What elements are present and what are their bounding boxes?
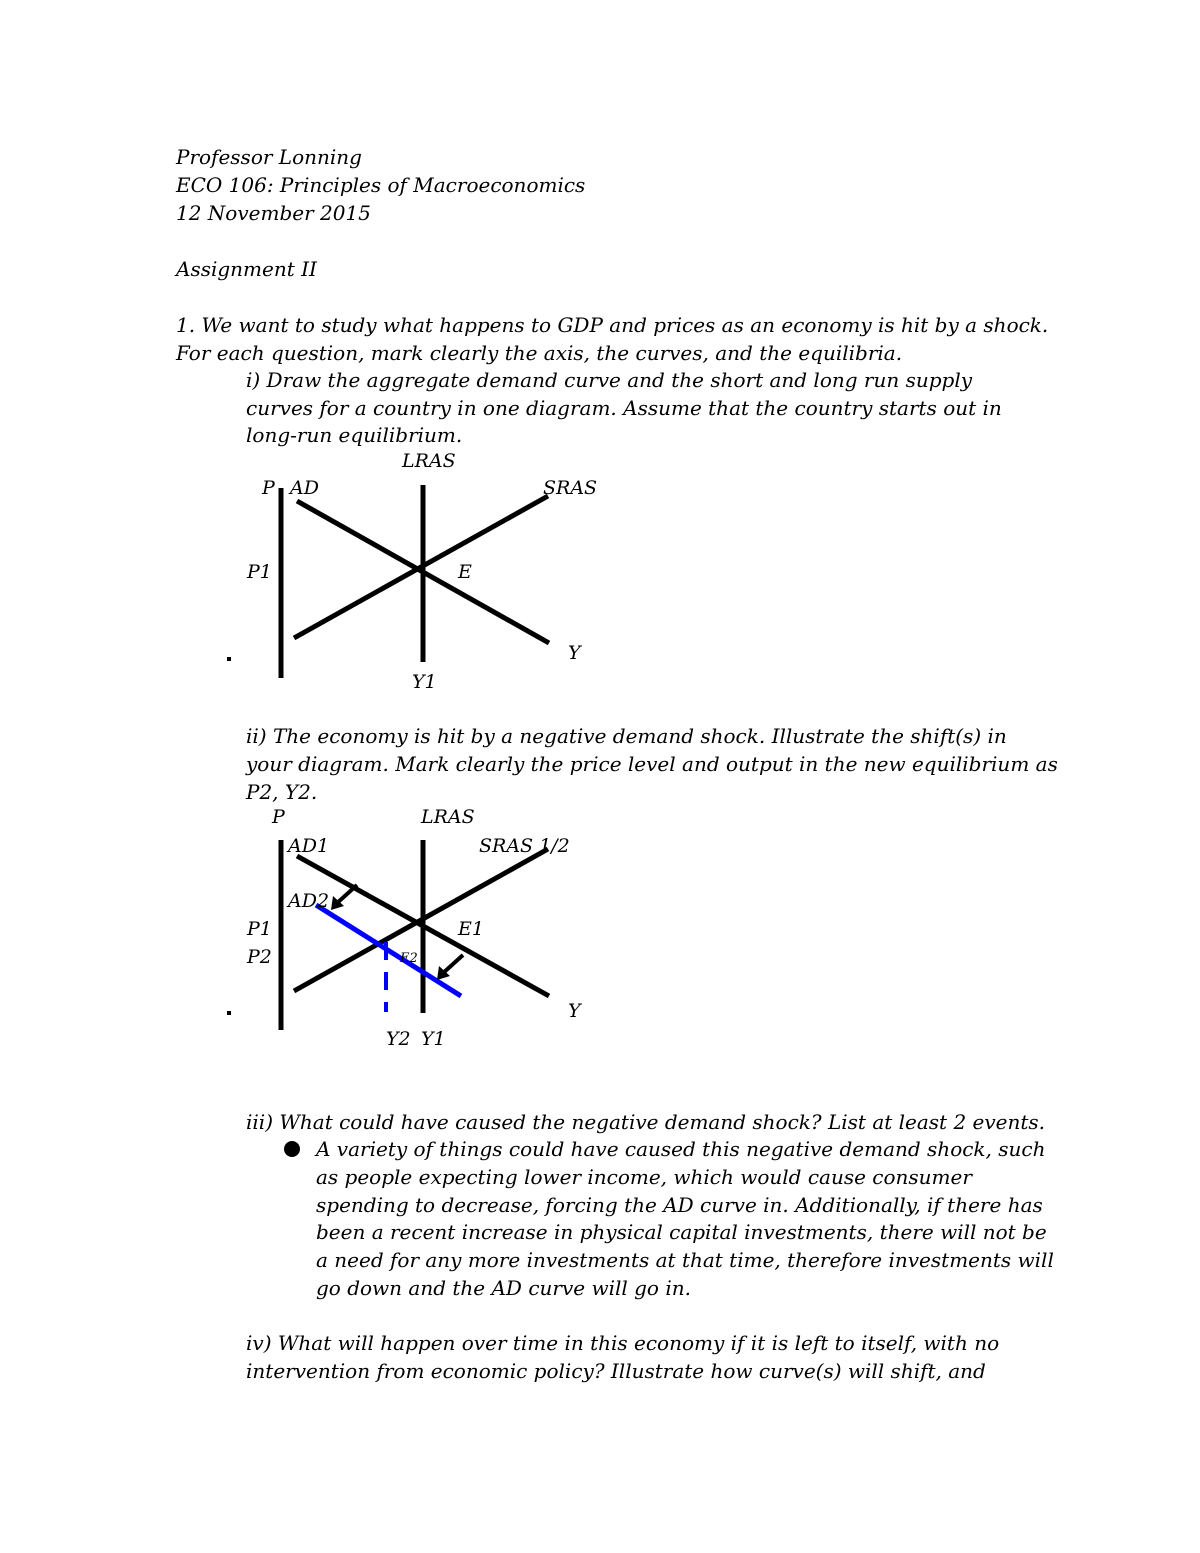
label-lras: LRAS [402, 450, 456, 472]
answer-line-4: been a recent increase in physical capital investments, there will not be [316, 1220, 1047, 1244]
label-p1: P1 [247, 561, 272, 583]
answer-line-3: spending to decrease, forcing the AD curve in. Additionally, if there has [316, 1193, 1043, 1217]
professor-name: Professor Lonning [176, 145, 362, 169]
bullet-icon [284, 1141, 300, 1157]
shift-arrow-icon [331, 885, 357, 910]
label-e1: E1 [458, 918, 484, 940]
label-y1: Y1 [412, 671, 437, 693]
label-p2: P2 [247, 946, 272, 968]
label-sras: SRAS [543, 477, 598, 499]
answer-line-6: go down and the AD curve will go in. [316, 1276, 691, 1300]
question-1-line-1: 1. We want to study what happens to GDP and prices as an economy is hit by a shock. [176, 313, 1049, 337]
label-e2: E2 [400, 951, 418, 966]
part-ii-line-1: ii) The economy is hit by a negative demand shock. Illustrate the shift(s) in [246, 724, 1007, 748]
answer-line-5: a need for any more investments at that time, therefore investments will [316, 1248, 1054, 1272]
label-y: Y [568, 1000, 581, 1022]
part-iii-question: iii) What could have caused the negative demand shock? List at least 2 events. [246, 1110, 1046, 1134]
axis-dot [227, 1011, 231, 1015]
answer-line-2: as people expecting lower income, which would cause consumer [316, 1165, 972, 1189]
label-e: E [458, 561, 472, 583]
label-y: Y [568, 642, 581, 664]
label-ad2: AD2 [288, 890, 330, 912]
shift-arrow-icon [437, 955, 463, 980]
answer-line-1: A variety of things could have caused this negative demand shock, such [316, 1137, 1046, 1161]
label-y1: Y1 [421, 1028, 446, 1050]
part-i-line-2: curves for a country in one diagram. Assume that the country starts out in [246, 396, 1002, 420]
document-date: 12 November 2015 [176, 201, 371, 225]
part-i-line-1: i) Draw the aggregate demand curve and the short and long run supply [246, 368, 973, 392]
ad2-curve [316, 905, 461, 996]
label-ad1: AD1 [288, 835, 330, 857]
part-iv-line-1: iv) What will happen over time in this economy if it is left to itself, with no [246, 1331, 1000, 1355]
label-y2: Y2 [386, 1028, 411, 1050]
part-iv-line-2: intervention from economic policy? Illustrate how curve(s) will shift, and [246, 1359, 986, 1383]
label-ad: AD [290, 477, 319, 499]
part-i-line-3: long-run equilibrium. [246, 423, 463, 447]
assignment-title: Assignment II [176, 257, 317, 281]
part-ii-line-3: P2, Y2. [246, 780, 318, 804]
question-1-line-2: For each question, mark clearly the axis, the curves, and the equilibria. [176, 341, 903, 365]
label-sras: SRAS 1/2 [479, 835, 570, 857]
label-lras: LRAS [421, 806, 475, 828]
label-p: P [272, 806, 285, 828]
label-p1: P1 [247, 918, 272, 940]
part-ii-line-2: your diagram. Mark clearly the price level and output in the new equilibrium as [246, 752, 1058, 776]
course-title: ECO 106: Principles of Macroeconomics [176, 173, 586, 197]
label-p: P [262, 477, 275, 499]
